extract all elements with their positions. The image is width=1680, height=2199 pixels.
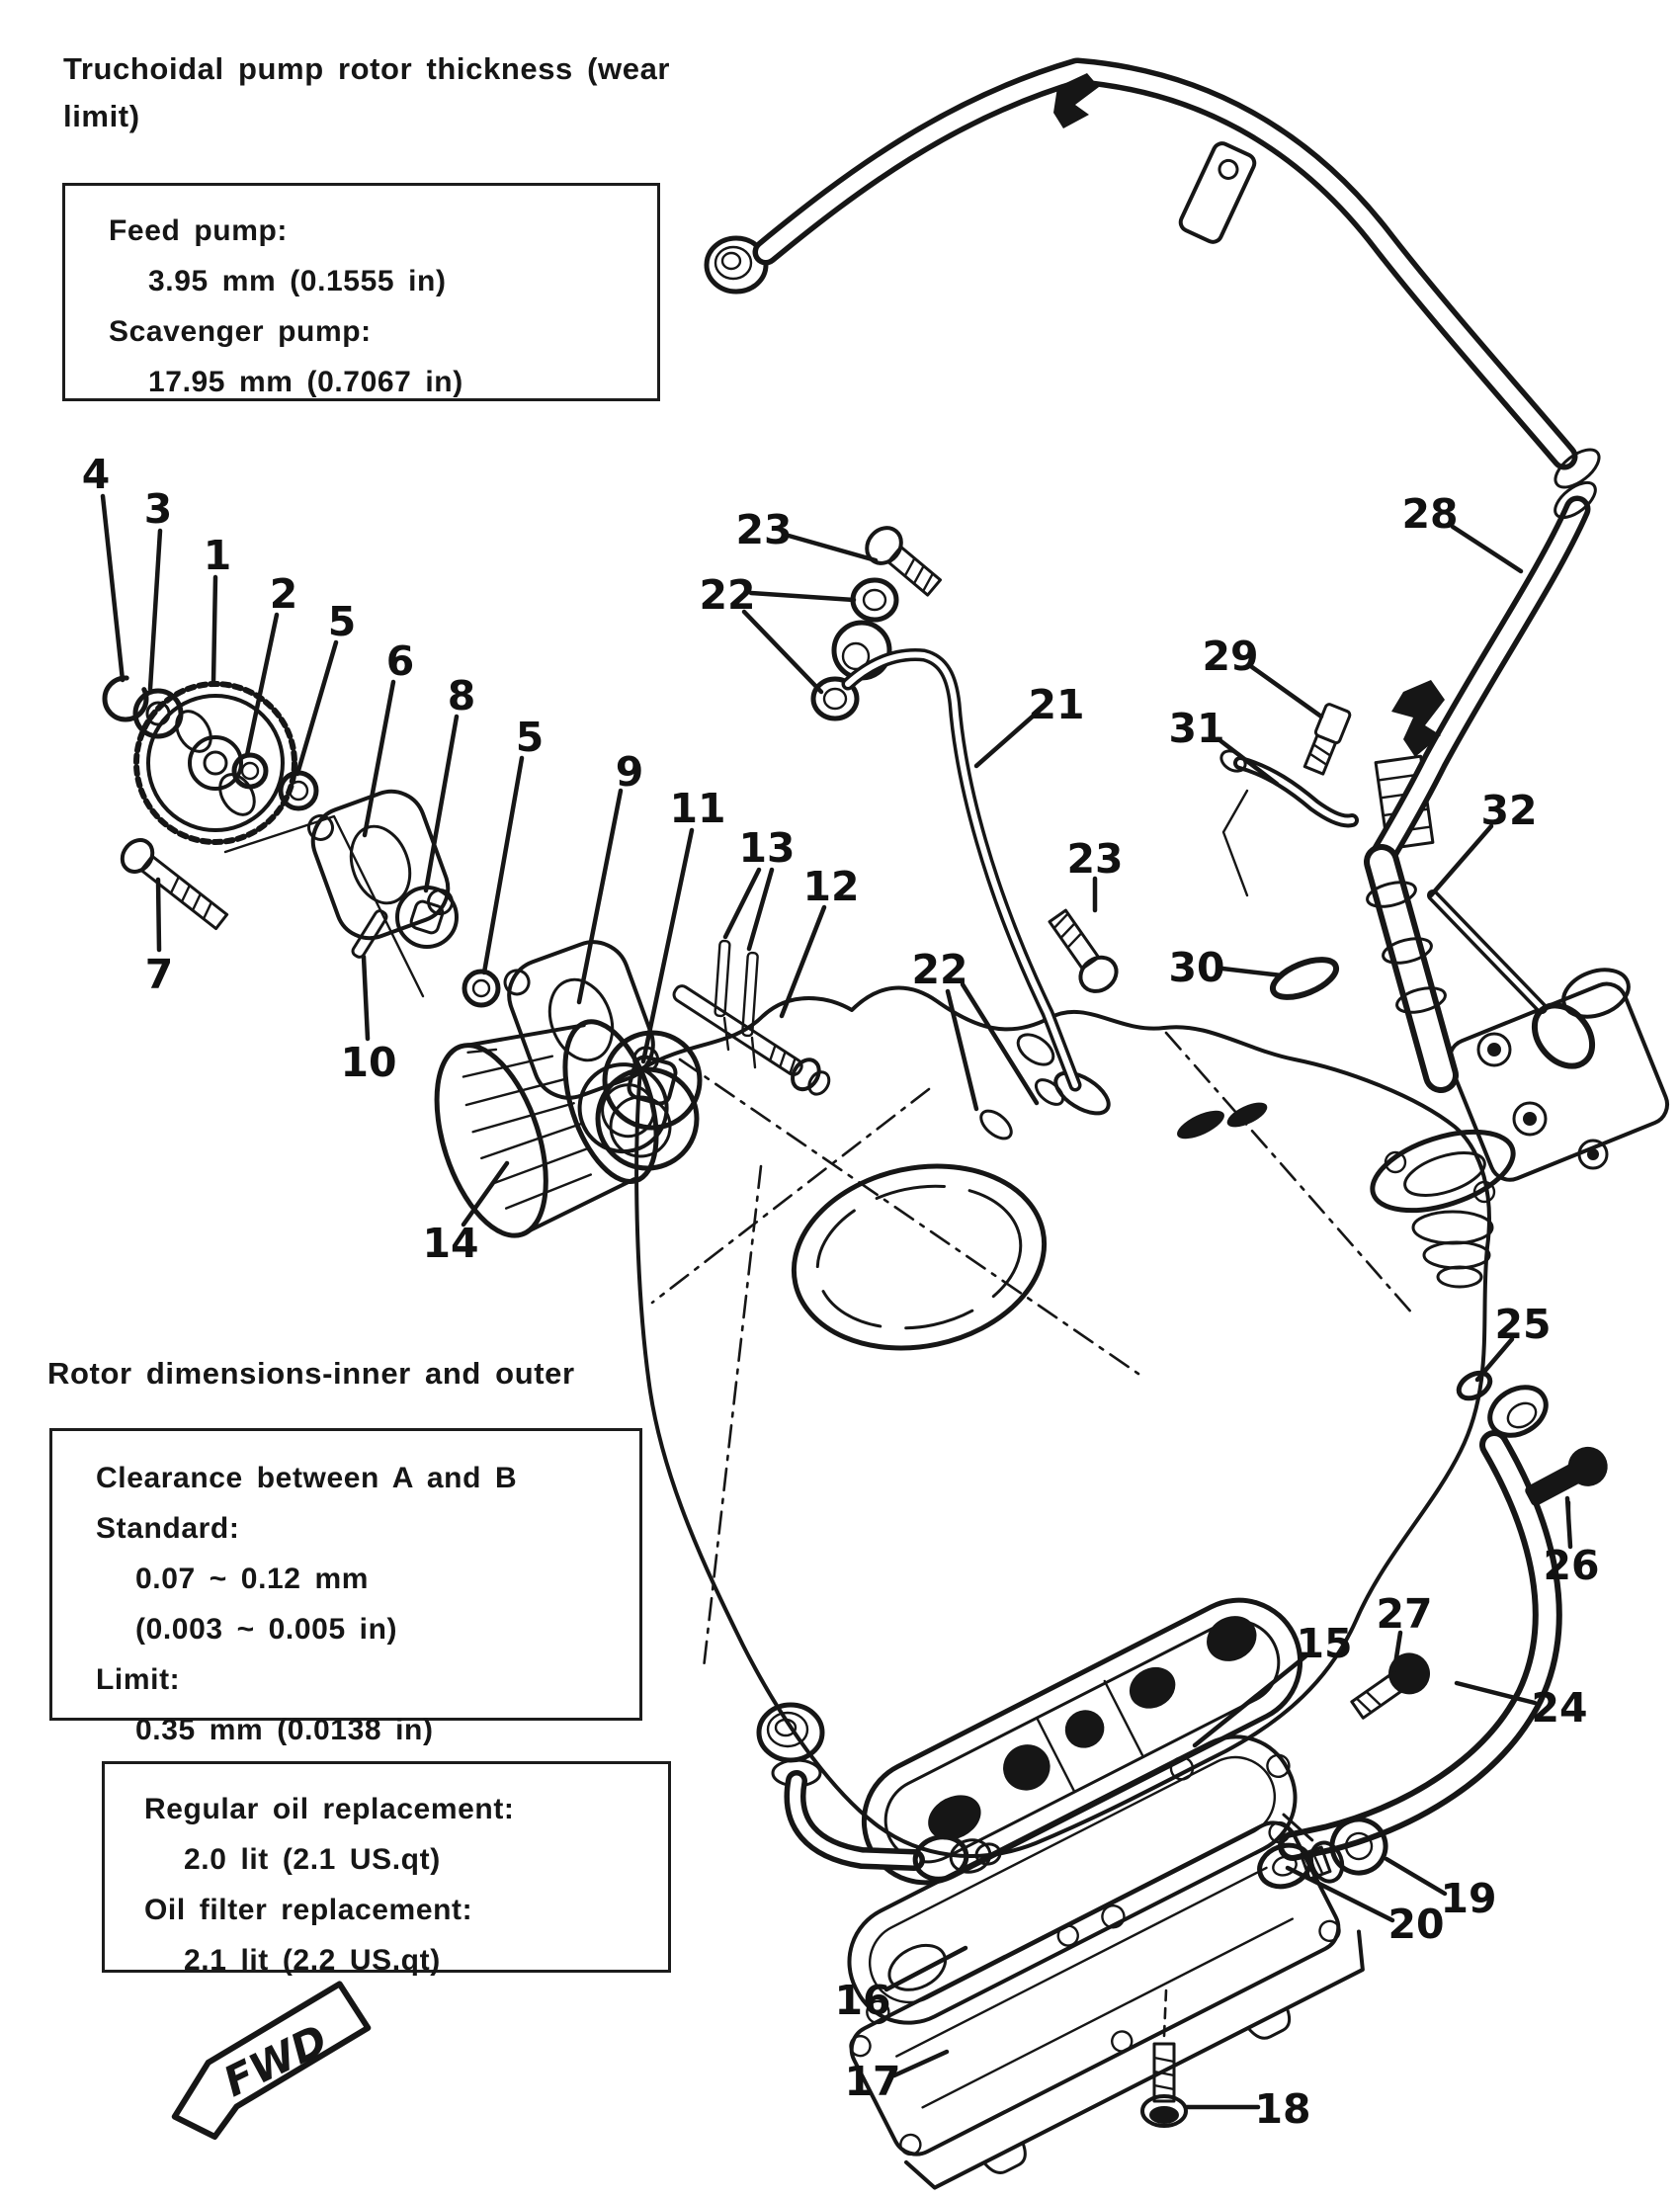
part-number-1: 1 (203, 532, 232, 579)
spec-line: 17.95 mm (0.7067 in) (148, 366, 463, 398)
part-number-16: 16 (834, 1977, 891, 2024)
bolt-7 (117, 834, 232, 935)
leader-line (963, 984, 1037, 1103)
spec-line: 0.35 mm (0.0138 in) (135, 1714, 434, 1746)
part-number-22: 22 (699, 571, 756, 619)
leader-line (1386, 1859, 1445, 1894)
leader-line (463, 1163, 507, 1225)
leader-line (150, 531, 160, 689)
leader-line (484, 758, 522, 973)
leader-line (976, 715, 1035, 766)
oil-pipe-21 (813, 521, 1123, 1143)
part-number-18: 18 (1254, 2085, 1311, 2133)
leader-line (365, 682, 393, 835)
part-number-3: 3 (143, 485, 173, 533)
part-number-9: 9 (615, 748, 644, 796)
page-title (63, 51, 676, 134)
leader-line (158, 880, 159, 950)
part-number-10: 10 (340, 1039, 397, 1086)
part-number-6: 6 (385, 637, 415, 685)
part-number-17: 17 (844, 2058, 901, 2105)
part-number-30: 30 (1168, 944, 1225, 991)
part-number-24: 24 (1531, 1684, 1588, 1732)
clearance-specbox (49, 1428, 642, 1746)
part-number-19: 19 (1440, 1875, 1497, 1922)
oil-pump-exploded (105, 678, 835, 1249)
leader-line (247, 615, 277, 755)
return-hose-24 (1293, 1368, 1615, 1846)
part-number-5: 5 (515, 714, 545, 761)
pump-thickness-specbox (62, 183, 660, 401)
leader-line (297, 642, 336, 774)
part-number-26: 26 (1543, 1542, 1600, 1589)
leader-line (1252, 667, 1321, 717)
part-number-12: 12 (802, 863, 860, 910)
leader-line (894, 2052, 947, 2075)
fwd-marker (152, 1981, 384, 2149)
fwd-label: FWD (215, 2014, 335, 2107)
part-number-27: 27 (1376, 1590, 1433, 1638)
spec-line: 2.1 lit (2.2 US.qt) (184, 1944, 441, 1977)
part-number-25: 25 (1494, 1301, 1552, 1348)
part-number-31: 31 (1168, 705, 1225, 752)
part-number-4: 4 (81, 451, 111, 498)
title-line1: Truchoidal pump rotor thickness (wear (63, 51, 671, 86)
leader-line (1431, 826, 1491, 895)
spec-line: Standard: (96, 1512, 240, 1545)
leader-line (1567, 1498, 1570, 1547)
part-number-7: 7 (144, 951, 174, 998)
leader-line (364, 957, 368, 1039)
spec-line: Limit: (96, 1663, 181, 1696)
part-number-13: 13 (738, 824, 796, 872)
oil-hose-28 (707, 71, 1605, 858)
spec-line: Scavenger pump: (109, 315, 372, 348)
leader-line (103, 496, 123, 680)
part-number-11: 11 (669, 785, 726, 832)
part-number-21: 21 (1028, 681, 1085, 728)
drain-bolt-18 (1142, 1990, 1186, 2126)
leader-line (1453, 527, 1521, 571)
part-number-8: 8 (447, 672, 476, 719)
leader-line (213, 577, 215, 682)
leader-line (751, 593, 854, 600)
spec-line: 2.0 lit (2.1 US.qt) (184, 1843, 441, 1876)
leader-line (579, 791, 621, 1002)
part-number-15: 15 (1296, 1620, 1353, 1667)
spec-line: 0.07 ~ 0.12 mm (135, 1563, 370, 1595)
spec-line: Regular oil replacement: (144, 1793, 515, 1825)
leader-line (1218, 739, 1277, 784)
part-number-14: 14 (422, 1220, 479, 1267)
leader-line (1222, 969, 1282, 975)
leader-line (789, 536, 876, 560)
spec-line: Oil filter replacement: (144, 1894, 473, 1926)
leader-line (948, 991, 976, 1109)
oil-pan-17 (843, 1809, 1383, 2199)
oil-capacity-specbox (102, 1761, 671, 1977)
part-number-28: 28 (1401, 490, 1459, 538)
spec-line: (0.003 ~ 0.005 in) (135, 1613, 398, 1646)
leader-line (744, 612, 821, 692)
spec-line: Feed pump: (109, 214, 288, 247)
spec-line: 3.95 mm (0.1555 in) (148, 265, 447, 297)
rotor-dimensions-note: Rotor dimensions-inner and outer (47, 1356, 575, 1391)
part-number-2: 2 (269, 570, 298, 618)
part-number-22: 22 (911, 946, 968, 993)
spec-line: Clearance between A and B (96, 1462, 518, 1494)
part-number-20: 20 (1387, 1901, 1445, 1948)
part-number-23: 23 (735, 506, 793, 553)
part-number-29: 29 (1202, 633, 1259, 680)
part-number-32: 32 (1480, 787, 1538, 834)
part-number-23: 23 (1066, 835, 1124, 883)
leader-line (643, 830, 692, 1061)
part-number-5: 5 (327, 598, 357, 645)
title-line2: limit) (63, 99, 140, 133)
